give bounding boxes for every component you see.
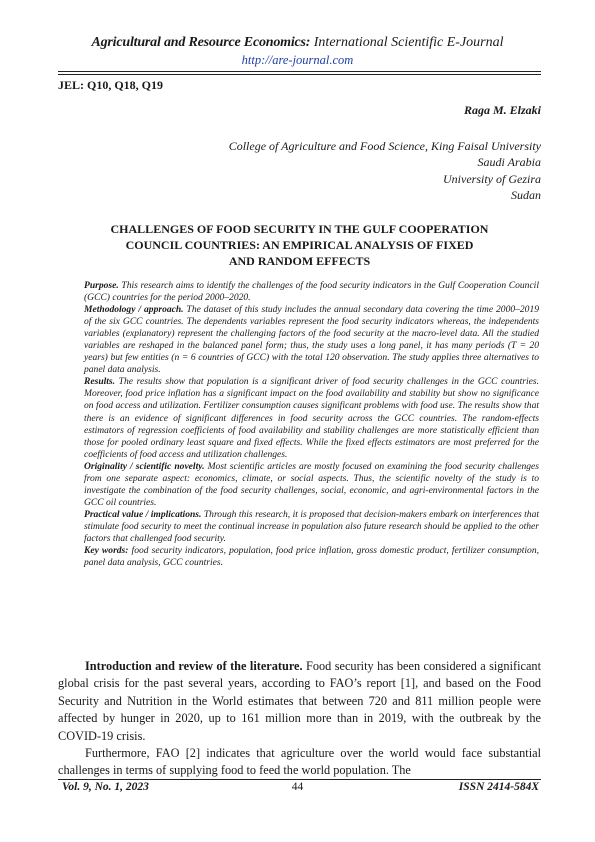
keywords-text: food security indicators, population, food price inflation, gross domestic product, fertilizer consumption, panel data analysis, GCC countries.: [84, 545, 539, 569]
title-line: COUNCIL COUNTRIES: AN EMPIRICAL ANALYSIS OF FIXED: [125, 238, 474, 252]
journal-url[interactable]: http://are-journal.com: [241, 53, 354, 67]
affiliation-line: University of Gezira: [443, 171, 541, 186]
page-number: 44: [291, 781, 304, 793]
keywords-label: Key words:: [84, 545, 129, 557]
jel-codes: JEL: Q10, Q18, Q19: [58, 78, 164, 92]
methodology-label: Methodology / approach.: [84, 304, 184, 316]
author-name: Raga M. Elzaki: [463, 103, 541, 117]
paper-title: [58, 221, 541, 269]
intro-heading: Introduction and review of the literature.: [85, 659, 303, 673]
footer-issn: ISSN 2414-584X: [458, 781, 539, 793]
practical-text: Through this research, it is proposed that decision-makers embark on interferences that stimulate food security to meet the continual increase in population also future research should be applied to the other factors that challenged food security.: [84, 508, 539, 544]
journal-title: Agricultural and Resource Economics:: [91, 35, 311, 50]
affiliation-line: College of Agriculture and Food Science, King Faisal University: [228, 139, 541, 153]
introduction: [58, 658, 541, 780]
footer-rule: [58, 779, 541, 780]
abstract-practical-value: [84, 509, 539, 545]
abstract-keywords: [84, 545, 539, 569]
practical-label: Practical value / implications.: [84, 508, 202, 520]
purpose-text: This research aims to identify the challenges of the food security indicators in the Gulf Cooperation Council (GCC) countries for the period 2000–2020.: [84, 280, 539, 304]
methodology-text: The dataset of this study includes the annual secondary data covering the time 2000–2019 of the six GCC countries. The dependents variables represent the food security indicators whereas, the independents variables (explanatory) represent the challenging factors of the food security at the macro-level data. All the studied variables are reshaped in the balanced panel form; thus, the study uses a long panel, it has many periods (T = 20 years) but few entities (n = 6 countries of GCC) with the total 120 observation. The study applies three alternatives to panel data analysis.: [84, 304, 539, 376]
affiliation-line: Sudan: [511, 187, 541, 202]
footer-volume: Vol. 9, No. 1, 2023: [62, 781, 149, 793]
journal-header: [0, 35, 595, 51]
abstract: [84, 280, 539, 569]
intro-paragraph: Furthermore, FAO [2] indicates that agriculture over the world would face substantial challenges in terms of supplying food to feed the world population. The: [58, 746, 541, 778]
header-rule-top: [58, 71, 541, 72]
abstract-purpose: [84, 280, 539, 304]
results-text: The results show that population is a significant driver of food security challenges in the GCC countries. Moreover, food price inflation has a significant impact on the food availability and stability but show no significance on food access and utilization. Fertilizer consumption causes significant problems with food use. The results show that there is an evidence of significant differences in food security across the GCC countries. The random-effects estimators of regression coefficients of food availability and stability challenges are more statistically efficient than those for pooled ordinary least square and fixed effects. While the fixed effects estimators are most preferred for the coefficients of food access and utilization challenges.: [84, 376, 539, 460]
results-label: Results.: [84, 376, 116, 388]
title-line: CHALLENGES OF FOOD SECURITY IN THE GULF COOPERATION: [110, 222, 489, 236]
abstract-originality: [84, 461, 539, 509]
intro-paragraph: [58, 658, 541, 745]
originality-text: Most scientific articles are mostly focused on examining the food security challenges from one separate aspect: economics, climate, or social aspects. Thus, the scientific novelty of the study is to investigate the combination of the food security challenges, social, economic, and agri-environmental factors in the GCC oil countries.: [84, 460, 540, 508]
title-line: AND RANDOM EFFECTS: [228, 254, 371, 268]
author-affiliation: [229, 138, 541, 203]
abstract-results: [84, 376, 539, 460]
journal-subtitle: International Scientific E-Journal: [313, 35, 504, 50]
header-rule-bottom: [58, 74, 541, 75]
purpose-label: Purpose.: [84, 280, 119, 291]
affiliation-line: Saudi Arabia: [477, 155, 541, 170]
originality-label: Originality / scientific novelty.: [84, 460, 205, 472]
intro-text: Food security has been considered a significant global crisis for the past several years, according to FAO’s report [1], and based on the Food Security and Nutrition in the World estimates that between 720 and 811 million people were affected by hunger in 2020, up to 161 million more than in 2019, with the outbreak by the COVID-19 crisis.: [58, 659, 541, 743]
abstract-methodology: [84, 304, 539, 376]
